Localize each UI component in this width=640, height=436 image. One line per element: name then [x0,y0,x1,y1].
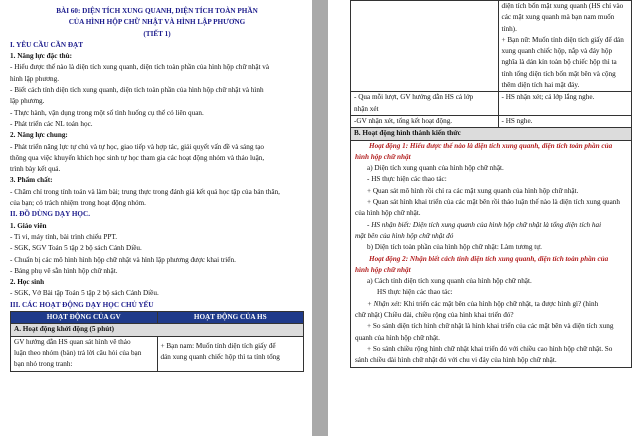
subheading-qualities: 3. Phẩm chất: [10,176,53,185]
table-header-row [11,312,304,324]
paragraph-line: - SGK, Vở Bài tập Toán 5 tập 2 bộ sách Cánh Diều. [10,289,159,298]
paragraph-line: - SGK, SGV Toán 5 tập 2 bộ sách Cánh Diều. [10,244,142,253]
cell-line: dán xung quanh chiếc hộp thì ta tính tổng [160,352,280,361]
title-line-1: BÀI 60: DIỆN TÍCH XUNG QUANH, DIỆN TÍCH TOÀN PHẦN [56,7,258,15]
compare-line: + So sánh diện tích hình chữ nhật là hình khai triển của các mặt bên và diện tích xung [367,322,614,331]
table-row [351,92,632,116]
task-intro-2: HS thực hiện các thao tác: [377,288,453,297]
task-intro: - HS thực hiện các thao tác: [367,175,447,184]
cell-line: tính). [501,24,517,33]
item-a: a) Diện tích xung quanh của hình hộp chữ nhật. [367,164,504,173]
paragraph-line: - Hiểu được thế nào là diện tích xung quanh, diện tích toàn phần của hình hộp chữ nhật và [10,63,270,72]
document-page-right [328,0,640,436]
activities-table-continued [350,0,632,368]
question-line [355,299,628,310]
header-teacher-activity: HOẠT ĐỘNG CỦA GV [11,312,158,324]
subheading-teacher: 1. Giáo viên [10,221,47,230]
table-row [11,336,304,371]
activity-2-heading-cont: hình hộp chữ nhật [355,265,411,274]
table-section-row [11,324,304,336]
question-line-cont: chữ nhật) Chiều dài, chiều rộng của hình khai triển đó? [355,311,514,320]
activity-1-heading-cont: hình hộp chữ nhật [355,152,411,161]
section-heading-materials: II. ĐỒ DÙNG DẠY HỌC. [10,210,90,219]
section-heading-activities: III. CÁC HOẠT ĐỘNG DẠY HỌC CHỦ YẾU [10,300,154,309]
subheading-general-competence: 2. Năng lực chung: [10,131,68,140]
last-line-cont: sánh chiều dài hình chữ nhật đó với chu vi đáy của hình hộp chữ nhật. [355,356,557,365]
cell-line: + Bạn nữ: Muốn tính diện tích giấy để dán [501,35,624,44]
cell-line: xung quanh chiếc hộp, nắp và đáy hộp [501,47,613,56]
cell-student: - HS nhận xét; cả lớp lắng nghe. [498,92,632,116]
title-line-3: (TIẾT 1) [143,29,171,38]
cell-student [498,1,632,92]
cell-line: nghĩa là dán kín toàn bộ chiếc hộp thì ta [501,58,617,67]
paragraph-line: - Bảng phụ vẽ sẵn hình hộp chữ nhật. [10,266,118,275]
section-warmup: A. Hoạt động khởi động (5 phút) [11,324,304,336]
question-text: Khi triển các mặt bên của hình hộp chữ nhật, ta được hình gì? (hình [401,299,599,308]
subheading-specific-competence: 1. Năng lực đặc thù: [10,52,73,61]
cell-student: - HS nghe. [498,115,632,127]
student-remark: - HS nhận biết: Diện tích xung quanh của hình hộp chữ nhật là tổng diện tích hai [367,220,602,229]
paragraph-line: - Phát triển các NL toán học. [10,119,93,128]
section-heading-objectives: I. YÊU CẦU CẦN ĐẠT [10,40,84,49]
table-row [351,1,632,92]
task-observe-1: + Quan sát mô hình rồi chỉ ra các mặt xung quanh của hình hộp chữ nhật. [367,186,579,195]
cell-line: - Qua mỗi lượt, GV hướng dẫn HS cả lớp [354,93,474,102]
paragraph-line: - Chăm chỉ trong tính toán và làm bài; trung thực trong đánh giá kết quả học tập của bản thân, [10,187,280,196]
paragraph-line: - Thực hành, vận dụng trong một số tình huống cụ thể có liên quan. [10,108,204,117]
last-line: + So sánh chiều rộng hình chữ nhật khai triển đó với chiều cao hình hộp chữ nhật. So [367,344,613,353]
question-prefix: + Nhận xét: [367,299,402,308]
section-knowledge: B. Hoạt động hình thành kiến thức [351,128,632,140]
cell-teacher: -GV nhận xét, tổng kết hoạt động. [351,115,499,127]
cell-line: các mặt xung quanh mà bạn nam muốn [501,13,615,22]
cell-teacher [11,336,158,371]
cell-line: thêm diện tích hai mặt đáy. [501,81,580,90]
cell-line: nhận xét [354,104,379,113]
subheading-student: 2. Học sinh [10,278,45,287]
student-remark-cont: mặt bên của hình hộp chữ nhật đó [355,231,454,240]
document-page-left [0,0,312,436]
cell-line: GV hướng dẫn HS quan sát hình vẽ thảo [14,337,131,346]
title-line-2: CỦA HÌNH HỘP CHỮ NHẬT VÀ HÌNH LẬP PHƯƠNG [68,18,246,27]
table-section-row [351,128,632,140]
item-a2: a) Cách tính diện tích xung quanh của hình hộp chữ nhật. [367,277,532,286]
activity-2-heading: Hoạt động 2: Nhận biết cách tính diện tích xung quanh, diện tích toàn phần của [369,254,609,263]
paragraph-line: hình lập phương. [10,74,60,83]
table-row [351,140,632,367]
paragraph-line: của bạn; có trách nhiệm trong hoạt động nhóm. [10,199,146,208]
cell-line: bạn nhỏ trong tranh: [14,360,73,369]
cell-teacher [351,92,499,116]
lesson-title [10,6,304,40]
cell-line: + Bạn nam: Muốn tính diện tích giấy để [160,341,276,350]
table-row [351,115,632,127]
paragraph-line: - Biết cách tính diện tích xung quanh, diện tích toàn phần của hình hộp chữ nhật và hình [10,86,264,95]
paragraph-line: - Chuẩn bị các mô hình hình hộp chữ nhật và hình lập phương được khai triển. [10,255,236,264]
paragraph-line: trình bày kết quả. [10,165,61,174]
cell-line: diện tích bốn mặt xung quanh (HS chỉ vào [501,2,624,10]
paragraph-line: thông qua việc khuyến khích học sinh tự học tham gia các hoạt động nhóm và thảo luận, [10,153,265,162]
cell-teacher [351,1,499,92]
paragraph-line: - Phát triển năng lực tự chủ và tự học, giao tiếp và hợp tác, giải quyết vấn đề và sáng tạo [10,142,264,151]
compare-line-cont: quanh của hình hộp chữ nhật. [355,333,440,342]
task-observe-2-cont: của hình hộp chữ nhật. [355,209,421,218]
header-student-activity: HOẠT ĐỘNG CỦA HS [157,312,304,324]
cell-line: tính tổng diện tích bốn mặt bên và cộng [501,69,616,78]
paragraph-line: lập phương. [10,97,45,106]
task-observe-2: + Quan sát hình khai triển của các mặt bên rồi thảo luận thế nào là diện tích xung quanh [367,198,620,207]
cell-student [157,336,304,371]
cell-activity-detail [351,140,632,367]
activities-table [10,311,304,371]
activity-1-heading: Hoạt động 1: Hiểu được thế nào là diện tích xung quanh, diện tích toàn phần của [369,141,613,150]
paragraph-line: - Ti vi, máy tính, bài trình chiếu PPT. [10,232,118,241]
item-b: b) Diện tích toàn phần của hình hộp chữ nhật: Làm tương tự. [367,243,542,252]
cell-line: luận theo nhóm (bàn) trả lời câu hỏi của bạn [14,348,142,357]
